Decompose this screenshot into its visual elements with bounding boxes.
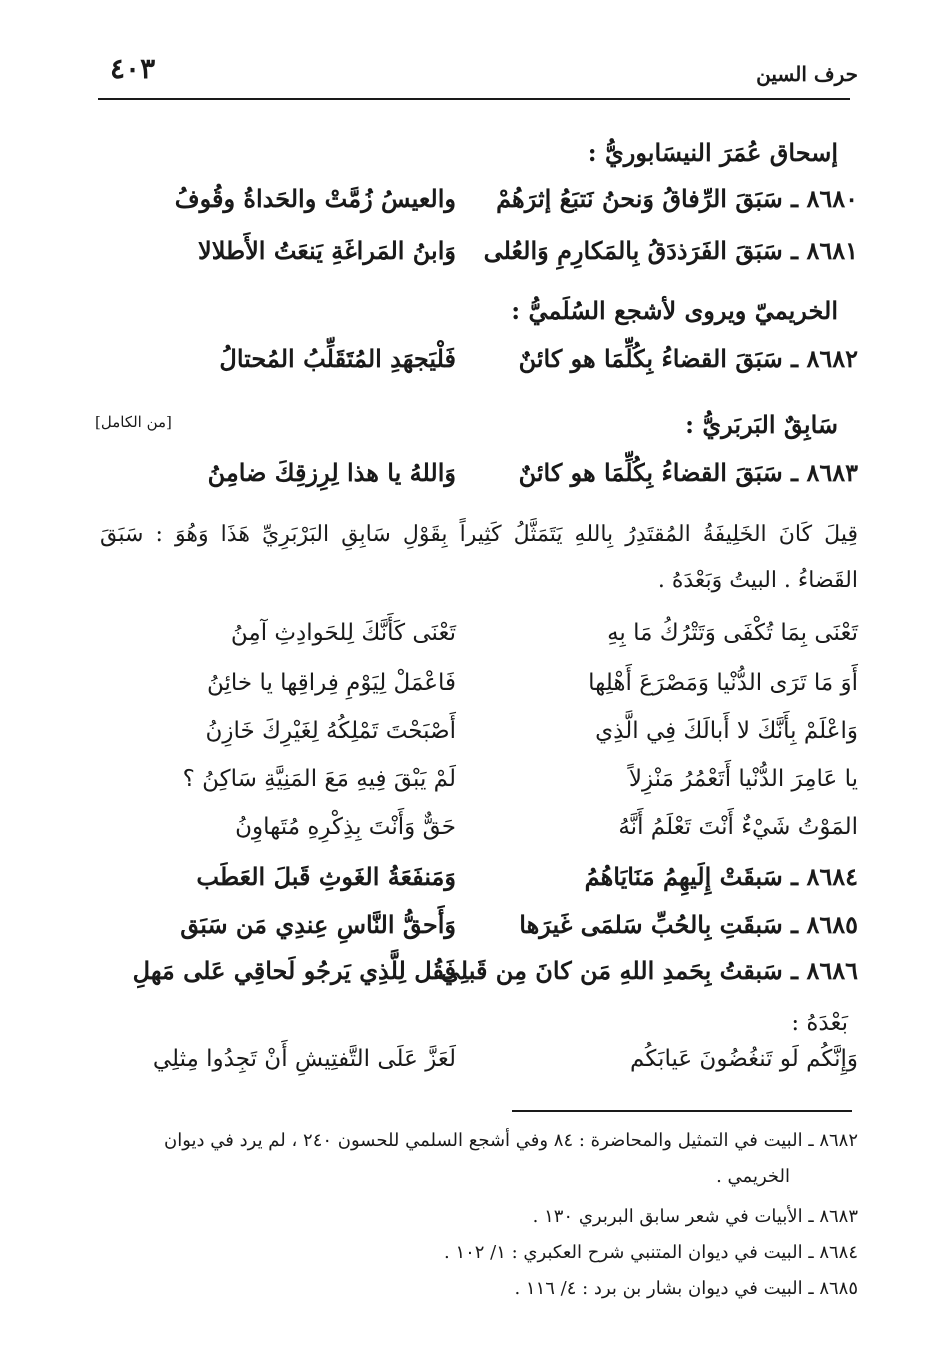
page-number: ٤٠٣ xyxy=(110,52,156,85)
footnote-8683: ٨٦٨٣ ـ الأبيات في شعر سابق البربري ١٣٠ . xyxy=(532,1206,858,1227)
poem-verse-4-second: لَمْ يَبْقَ فِيهِ مَعَ المَنِيَّةِ سَاكِنُ ؟ xyxy=(182,766,456,792)
verse-8685-second: وَأَحقُّ النَّاسِ عِندِي مَن سَبَق xyxy=(180,910,456,939)
verse-after-first: وَإِنَّكُم لَو تَنغُضُونَ عَيابَكُم xyxy=(630,1046,858,1072)
verse-8684-first: ٨٦٨٤ ـ سَبقَتْ إِلَيهِمُ مَنَايَاهُمُ xyxy=(584,862,858,891)
footnote-8684: ٨٦٨٤ ـ البيت في ديوان المتنبي شرح العكبري : ١/ ١٠٢ . xyxy=(443,1242,858,1263)
verse-after-second: لَعَزَّ عَلَى التَّفتِيشِ أَنْ تَجِدُوا مِثلِي xyxy=(152,1046,456,1072)
verse-8683-second: وَاللهُ يا هذا لِرِزقِكَ ضامِنُ xyxy=(207,458,456,487)
verse-8680-first: ٨٦٨٠ ـ سَبَقَ الرِّفاقُ وَنحنُ نَتبَعُ إثرَهُمْ xyxy=(496,184,858,213)
after-label: بَعْدَهُ : xyxy=(791,1010,848,1036)
verse-8681-second: وَابنُ المَراغَةِ يَنعَتُ الأَطلالا xyxy=(198,236,456,265)
verse-8685-first: ٨٦٨٥ ـ سَبقَتِ بِالحُبِّ سَلمَى غَيرَها xyxy=(519,910,858,939)
poem-verse-3-first: وَاعْلَمْ بِأَنَّكَ لا أَبالَكَ فِي الَّذِي xyxy=(595,718,858,744)
header-rule xyxy=(98,98,850,100)
footnote-8682-continued: الخريمي . xyxy=(716,1166,790,1187)
poem-verse-2-first: أَوَ مَا تَرَى الدُّنْيا وَمَصْرَعَ أَهْلِها xyxy=(588,670,858,696)
footnote-rule xyxy=(512,1110,852,1112)
verse-8681-first: ٨٦٨١ ـ سَبَقَ الفَرَذدَقُ بِالمَكارِمِ وَالعُلى xyxy=(483,236,858,265)
verse-8682-second: فَلْيَجهَدِ المُتَقَلِّبُ المُحتالُ xyxy=(219,344,456,373)
poem-verse-1-second: تَعْنَى كَأَنَّكَ لِلحَوادِثِ آمِنُ xyxy=(230,620,456,646)
prose-line-1: قِيلَ كَانَ الخَلِيفَةُ المُقتَدِرُ بِاللهِ يَتَمَثَّلُ كَثِيراً بِقَوْلِ سَابِقِ البَرْبَرِيِّ هَذَا وَهُوَ : سَبَقَ xyxy=(100,522,858,547)
verse-8684-second: وَمَنفَعَةُ الغَوثِ قَبلَ العَطَب xyxy=(196,862,456,891)
verse-8682-first: ٨٦٨٢ ـ سَبَقَ القضاءُ بِكُلِّمَا هو كائنٌ xyxy=(518,344,858,373)
poem-verse-1-first: تَعْنَى بِمَا تُكْفَى وَتَتْرُكُ مَا بِهِ xyxy=(607,620,858,646)
poem-verse-5-second: حَقٌّ وَأَنْتَ بِذِكْرِهِ مُتَهاوِنُ xyxy=(235,814,456,840)
meter-source-tag: [من الكامل] xyxy=(95,413,172,431)
footnote-8682: ٨٦٨٢ ـ البيت في التمثيل والمحاضرة : ٨٤ وفي أشجع السلمي للحسون ٢٤٠ ، لم يرد في ديوان xyxy=(164,1130,858,1151)
poem-verse-2-second: فَاعْمَلْ لِيَوْمِ فِراقِها يا خائِنُ xyxy=(207,670,456,696)
footnote-8685: ٨٦٨٥ ـ البيت في ديوان بشار بن برد : ٤/ ١١٦ . xyxy=(514,1278,858,1299)
chapter-title: حرف السين xyxy=(756,62,858,86)
verse-8683-first: ٨٦٨٣ ـ سَبَقَ القضاءُ بِكُلِّمَا هو كائنٌ xyxy=(518,458,858,487)
verse-8680-second: والعيسُ زُمَّتْ والحَداةُ وقُوفُ xyxy=(174,184,456,213)
poem-verse-5-first: المَوْتُ شَيْءٌ أَنْتَ تَعْلَمُ أَنَّهُ xyxy=(618,814,858,840)
verse-8686-first: ٨٦٨٦ ـ سَبقتُ بِحَمدِ اللهِ مَن كانَ مِن قَبلِي xyxy=(440,956,858,985)
intro-attribution-2: الخريميّ ويروى لأشجع السُلَميُّ : xyxy=(511,296,838,325)
intro-attribution-3: سَابِقٌ البَربَريُّ : xyxy=(685,410,838,439)
poem-verse-3-second: أَصْبَحْتَ تَمْلِكُهُ لِغَيْرِكَ خَازِنُ xyxy=(205,718,456,744)
poem-verse-4-first: يا عَامِرَ الدُّنْيا أَتَعْمُرُ مَنْزِلاً xyxy=(628,766,858,792)
prose-line-2: القَضاءُ . البيتُ وَبَعْدَهُ . xyxy=(657,568,858,593)
verse-8686-second: فَقُل لِلَّذِي يَرجُو لَحاقِي عَلى مَهلِ xyxy=(132,956,456,985)
intro-attribution-1: إسحاق عُمَرَ النيسَابوريُّ : xyxy=(587,138,838,167)
